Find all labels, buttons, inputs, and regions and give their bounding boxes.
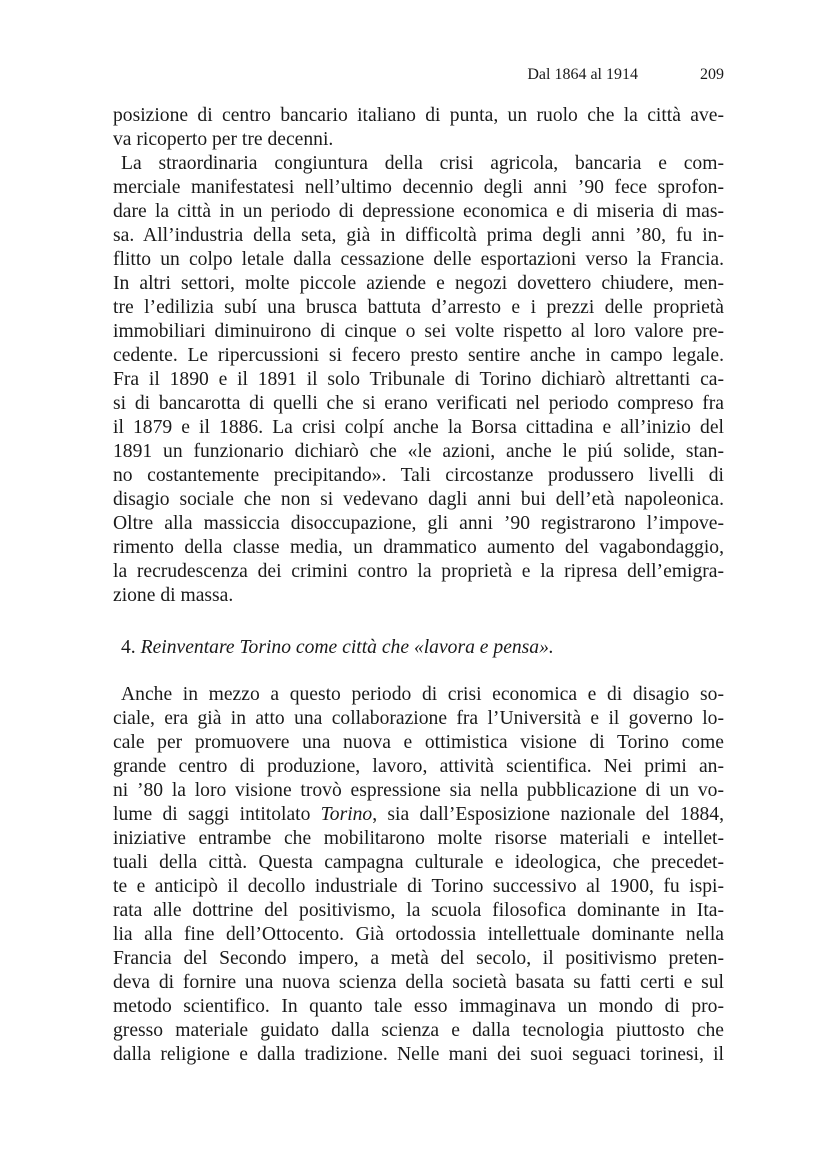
text-fragment: , sia dall’Esposizione nazionale del 1884, <box>372 804 724 825</box>
text-line: flitto un colpo letale dalla cessazione delle esportazioni verso la Francia. <box>113 249 724 270</box>
text-line: dare la città in un periodo di depressione economica e di miseria di mas- <box>113 201 724 222</box>
paragraph-continuation <box>113 104 724 152</box>
text-line: metodo scientifico. In quanto tale esso immaginava un mondo di pro- <box>113 996 724 1017</box>
text-line: no costantemente precipitando». Tali circostanze produssero livelli di <box>113 465 724 486</box>
text-line: rimento della classe media, un drammatico aumento del vagabondaggio, <box>113 537 724 558</box>
text-line: dalla religione e dalla tradizione. Nelle mani dei suoi seguaci torinesi, il <box>113 1044 724 1065</box>
text-line: cedente. Le ripercussioni si fecero presto sentire anche in campo legale. <box>113 345 724 366</box>
paragraph-crisis <box>113 152 724 608</box>
text-line: Anche in mezzo a questo periodo di crisi economica e di disagio so- <box>121 684 724 705</box>
text-line: tuali della città. Questa campagna culturale e ideologica, che precedet- <box>113 852 724 873</box>
text-line: zione di massa. <box>113 585 234 606</box>
text-line: Fra il 1890 e il 1891 il solo Tribunale di Torino dichiarò altrettanti ca- <box>113 369 724 390</box>
text-line: deva di fornire una nuova scienza della società basata su fatti certi e sul <box>113 972 724 993</box>
text-line: ciale, era già in atto una collaborazione fra l’Università e il governo lo- <box>113 708 724 729</box>
text-line: ni ’80 la loro visione trovò espressione sia nella pubblicazione di un vo- <box>113 780 724 801</box>
text-line-with-title <box>113 803 724 827</box>
text-line: merciale manifestatesi nell’ultimo decennio degli anni ’90 fece sprofon- <box>113 177 724 198</box>
text-line: In altri settori, molte piccole aziende e negozi dovettero chiudere, men- <box>113 273 724 294</box>
running-head-title: Dal 1864 al 1914 <box>527 66 638 83</box>
text-line: lia alla fine dell’Ottocento. Già ortodossia intellettuale dominante nella <box>113 924 724 945</box>
text-line: te e anticipò il decollo industriale di Torino successivo al 1900, fu ispi- <box>113 876 724 897</box>
text-fragment: lume di saggi intitolato <box>113 804 321 825</box>
section-number: 4. <box>121 637 136 658</box>
section-heading <box>121 636 721 660</box>
text-line: si di bancarotta di quelli che si erano verificati nel periodo compreso fra <box>113 393 724 414</box>
page-number: 209 <box>700 66 724 83</box>
text-line: 1891 un funzionario dichiarò che «le azioni, anche le piú solide, stan- <box>113 441 724 462</box>
text-line: Oltre alla massiccia disoccupazione, gli anni ’90 registrarono l’impove- <box>113 513 724 534</box>
text-line: la recrudescenza dei crimini contro la proprietà e la ripresa dell’emigra- <box>113 561 724 582</box>
text-line: La straordinaria congiuntura della crisi agricola, bancaria e com- <box>121 153 724 174</box>
text-line: Francia del Secondo impero, a metà del secolo, il positivismo preten- <box>113 948 724 969</box>
book-title-torino: Torino <box>320 804 373 825</box>
text-line: sa. All’industria della seta, già in difficoltà prima degli anni ’80, fu in- <box>113 225 724 246</box>
section-title: Reinventare Torino come città che «lavora e pensa». <box>140 637 554 658</box>
text-line: disagio sociale che non si vedevano dagli anni bui dell’età napoleonica. <box>113 489 724 510</box>
text-line: tre l’edilizia subí una brusca battuta d’arresto e i prezzi delle proprietà <box>113 297 724 318</box>
text-line: posizione di centro bancario italiano di punta, un ruolo che la città ave- <box>113 105 724 126</box>
running-head <box>113 66 724 88</box>
text-line: immobiliari diminuirono di cinque o sei volte rispetto al loro valore pre- <box>113 321 724 342</box>
text-line: rata alle dottrine del positivismo, la scuola filosofica dominante in Ita- <box>113 900 724 921</box>
text-line: iniziative entrambe che mobilitarono molte risorse materiali e intellet- <box>113 828 724 849</box>
paragraph-positivism <box>113 683 724 1067</box>
text-line: grande centro di produzione, lavoro, attività scientifica. Nei primi an- <box>113 756 724 777</box>
text-line: gresso materiale guidato dalla scienza e dalla tecnologia piuttosto che <box>113 1020 724 1041</box>
text-line: va ricoperto per tre decenni. <box>113 129 334 150</box>
text-line: il 1879 e il 1886. La crisi colpí anche la Borsa cittadina e all’inizio del <box>113 417 724 438</box>
text-line: cale per promuovere una nuova e ottimistica visione di Torino come <box>113 732 724 753</box>
